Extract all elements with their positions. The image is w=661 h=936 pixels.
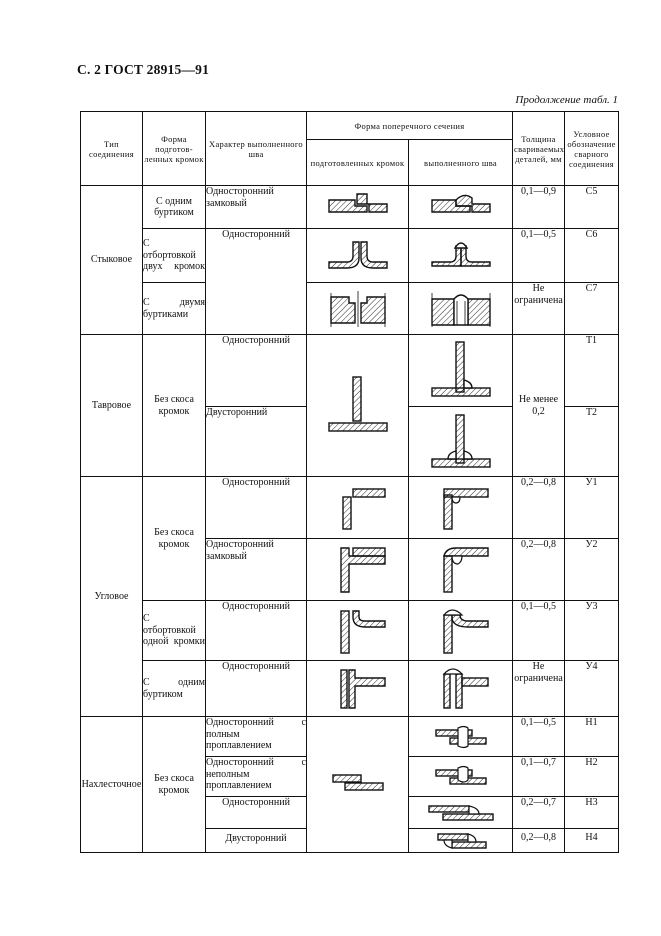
corner-flange-weld-icon <box>409 601 513 661</box>
thickness-cell: 0,2—0,8 <box>513 829 565 853</box>
thickness-cell: 0,1—0,5 <box>513 601 565 661</box>
corner-plain-prepared-icon <box>307 477 409 539</box>
corner-plain-weld-icon <box>409 477 513 539</box>
weld-character-cell: Односторонний <box>206 661 307 717</box>
weld-character-cell: Односторонний <box>206 797 307 829</box>
joint-code-cell: Н4 <box>565 829 619 853</box>
thickness-cell: 0,2—0,8 <box>513 539 565 601</box>
table-row <box>81 283 619 335</box>
joint-code-cell: Н3 <box>565 797 619 829</box>
table-row <box>81 186 619 229</box>
table-row <box>81 601 619 661</box>
corner-flange-prepared-icon <box>307 601 409 661</box>
header-thickness: Толщина свариваемых деталей, мм <box>513 112 565 186</box>
header-edge-form: Форма подготов-ленных кромок <box>143 112 206 186</box>
butt-flange-lock-weld-icon <box>409 186 513 229</box>
corner-bead-prepared-icon <box>307 661 409 717</box>
edge-form-cell: С одним буртиком <box>143 661 206 717</box>
thickness-cell: 0,2—0,7 <box>513 797 565 829</box>
butt-double-flange-prepared-icon <box>307 229 409 283</box>
joint-code-cell: У2 <box>565 539 619 601</box>
joint-type-cell: Угловое <box>81 477 143 717</box>
lap-prepared-icon <box>307 717 409 853</box>
thickness-cell: Не менее 0,2 <box>513 335 565 477</box>
tee-prepared-icon <box>307 335 409 477</box>
edge-form-cell: Без скоса кромок <box>143 335 206 477</box>
weld-character-cell: Односторонний <box>206 601 307 661</box>
joint-code-cell: С6 <box>565 229 619 283</box>
weld-character-cell: Односторонний замковый <box>206 539 307 601</box>
corner-bead-weld-icon <box>409 661 513 717</box>
joint-code-cell: Т1 <box>565 335 619 407</box>
table-row <box>81 717 619 757</box>
edge-form-cell: С отбортовкой одной кромки <box>143 601 206 661</box>
butt-double-flange-weld-icon <box>409 229 513 283</box>
lap-fillet-one-sided-weld-icon <box>409 797 513 829</box>
corner-lock-prepared-icon <box>307 539 409 601</box>
joint-code-cell: У3 <box>565 601 619 661</box>
butt-two-beads-weld-icon <box>409 283 513 335</box>
weld-character-cell: Односторонний замковый <box>206 186 307 229</box>
header-symbol: Условное обозначение сварного соединения <box>565 112 619 186</box>
edge-form-cell: С отбортовкой двух кромок <box>143 229 206 283</box>
welded-joints-table <box>80 111 619 853</box>
thickness-cell: 0,1—0,5 <box>513 717 565 757</box>
page-title: С. 2 ГОСТ 28915—91 <box>77 62 210 77</box>
header-cross-section: Форма поперечного сечения <box>307 112 513 140</box>
edge-form-cell: С одним буртиком <box>143 186 206 229</box>
joint-type-cell: Тавровое <box>81 335 143 477</box>
thickness-cell: 0,1—0,9 <box>513 186 565 229</box>
tee-one-sided-weld-icon <box>409 335 513 407</box>
joint-type-cell: Нахлесточное <box>81 717 143 853</box>
header-weld-character: Характер выполненного шва <box>206 112 307 186</box>
header-completed-weld: выполненного шва <box>409 140 513 186</box>
thickness-cell: Не ограничена <box>513 283 565 335</box>
thickness-cell: Не ограничена <box>513 661 565 717</box>
table-row <box>81 661 619 717</box>
edge-form-cell: С двумя буртиками <box>143 283 206 335</box>
joint-code-cell: С7 <box>565 283 619 335</box>
table-row <box>81 477 619 539</box>
table-row <box>81 335 619 407</box>
thickness-cell: 0,1—0,7 <box>513 757 565 797</box>
thickness-cell: 0,1—0,5 <box>513 229 565 283</box>
header-prepared-edges: подготовленных кромок <box>307 140 409 186</box>
butt-flange-lock-prepared-icon <box>307 186 409 229</box>
weld-character-cell: Односторонний с неполным проплавлением <box>206 757 307 797</box>
thickness-cell: 0,2—0,8 <box>513 477 565 539</box>
table-row <box>81 229 619 283</box>
joint-code-cell: Т2 <box>565 407 619 477</box>
lap-full-penetration-weld-icon <box>409 717 513 757</box>
weld-character-cell: Двусторонний <box>206 407 307 477</box>
lap-partial-penetration-weld-icon <box>409 757 513 797</box>
weld-character-cell: Двусторонний <box>206 829 307 853</box>
joint-code-cell: Н1 <box>565 717 619 757</box>
butt-two-beads-prepared-icon <box>307 283 409 335</box>
table-continuation-label: Продолжение табл. 1 <box>515 94 618 106</box>
edge-form-cell: Без скоса кромок <box>143 477 206 601</box>
lap-fillet-two-sided-weld-icon <box>409 829 513 853</box>
joint-code-cell: У4 <box>565 661 619 717</box>
header-joint-type: Тип соединения <box>81 112 143 186</box>
joint-type-cell: Стыковое <box>81 186 143 335</box>
joint-code-cell: С5 <box>565 186 619 229</box>
joint-code-cell: Н2 <box>565 757 619 797</box>
weld-character-cell: Односторонний <box>206 335 307 407</box>
weld-character-cell: Односторонний с полным проплавлением <box>206 717 307 757</box>
tee-two-sided-weld-icon <box>409 407 513 477</box>
weld-character-cell: Односторонний <box>206 477 307 539</box>
weld-character-cell: Односторонний <box>206 229 307 335</box>
corner-lock-weld-icon <box>409 539 513 601</box>
edge-form-cell: Без скоса кромок <box>143 717 206 853</box>
joint-code-cell: У1 <box>565 477 619 539</box>
